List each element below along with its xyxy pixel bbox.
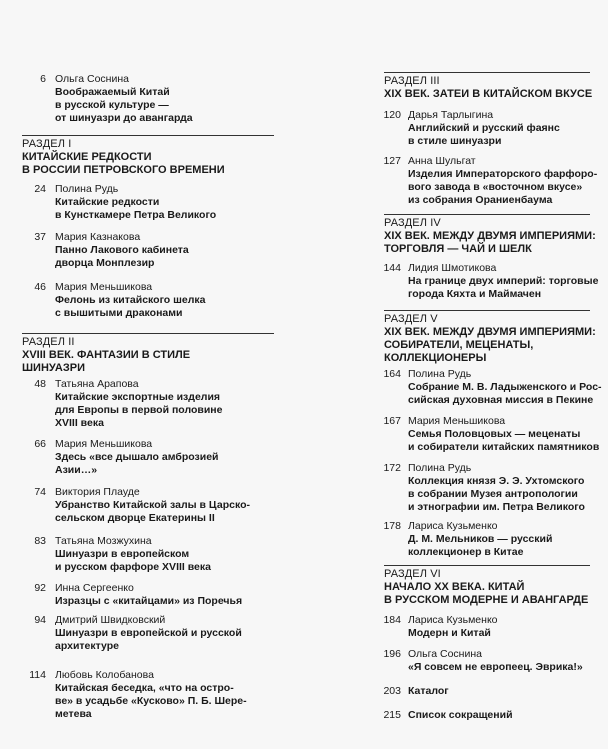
section-title-line: НАЧАЛО XX ВЕКА. КИТАЙ — [384, 581, 525, 593]
entry-author: Полина Рудь — [408, 462, 472, 474]
entry-body — [408, 262, 608, 301]
section-title-line: XIX ВЕК. МЕЖДУ ДВУМЯ ИМПЕРИЯМИ: — [384, 326, 596, 338]
entry-title-line: в русской культуре — — [55, 99, 169, 111]
entry-author: Ольга Соснина — [55, 73, 129, 85]
page-number: 66 — [34, 438, 46, 450]
page-number: 6 — [40, 73, 46, 85]
entry-body — [55, 183, 295, 222]
section-title-line: XIX ВЕК. ЗАТЕИ В КИТАЙСКОМ ВКУСЕ — [384, 88, 593, 100]
entry-body — [408, 462, 608, 514]
page-number: 215 — [383, 709, 401, 721]
entry-title-line: и русском фарфоре XVIII века — [55, 561, 211, 573]
section-heading — [384, 217, 596, 256]
entry-title-line: от шинуазри до авангарда — [55, 112, 193, 124]
entry-author: Лариса Кузьменко — [408, 614, 498, 626]
entry-title-line: коллекционер в Китае — [408, 546, 524, 558]
entry-author: Татьяна Мозжухина — [55, 535, 152, 547]
entry-body — [55, 231, 295, 270]
entry-title-line: метева — [55, 708, 92, 720]
entry-title-line: дворца Монплезир — [55, 257, 155, 269]
section-title-line: В РУССКОМ МОДЕРНЕ И АВАНГАРДЕ — [384, 594, 589, 606]
entry-author: Любовь Колобанова — [55, 669, 154, 681]
entry-body — [408, 415, 608, 454]
entry-title-line: Азии…» — [55, 464, 98, 476]
entry-author: Лидия Шмотикова — [408, 262, 497, 274]
page-number: 24 — [34, 183, 46, 195]
page-number: 196 — [383, 648, 401, 660]
entry-title-line: в Кунсткамере Петра Великого — [55, 209, 217, 221]
entry-title-line: с вышитыми драконами — [55, 307, 183, 319]
entry-author: Мария Меньшикова — [408, 415, 506, 427]
entry-title-line: Воображаемый Китай — [55, 86, 170, 98]
section-heading — [22, 336, 190, 375]
page-number: 37 — [34, 231, 46, 243]
entry-title-line: ве» в усадьбе «Кусково» П. Б. Шере- — [55, 695, 247, 707]
entry-body — [408, 155, 608, 207]
entry-body — [55, 73, 295, 125]
entry-title-line: в стиле шинуазри — [408, 135, 502, 147]
section-title-line: КИТАЙСКИЕ РЕДКОСТИ — [22, 151, 152, 163]
entry-title-line: и этнографии им. Петра Великого — [408, 501, 585, 513]
section-title-line: СОБИРАТЕЛИ, МЕЦЕНАТЫ, — [384, 339, 534, 351]
entry-title-line: Английский и русский фаянс — [408, 122, 560, 134]
entry-body — [55, 438, 295, 477]
section-heading — [22, 138, 225, 177]
section-label: РАЗДЕЛ II — [22, 336, 75, 348]
entry-title-line: Убранство Китайской залы в Царско- — [55, 499, 251, 511]
entry-title-line: Собрание М. В. Ладыженского и Рос- — [408, 381, 602, 393]
entry-body — [408, 709, 608, 722]
entry-author: Мария Меньшикова — [55, 281, 153, 293]
page-number: 144 — [383, 262, 401, 274]
section-heading — [384, 75, 592, 101]
entry-title-line: Изделия Императорского фарфоро- — [408, 168, 598, 180]
entry-body — [55, 669, 295, 721]
entry-author: Инна Сергеенко — [55, 582, 134, 594]
page-number: 178 — [383, 520, 401, 532]
page-number: 120 — [383, 109, 401, 121]
entry-title-line: Список сокращений — [408, 709, 513, 721]
entry-title-line: сийская духовная миссия в Пекине — [408, 394, 594, 406]
entry-title-line: Китайские экспортные изделия — [55, 391, 221, 403]
page-number: 74 — [34, 486, 46, 498]
entry-title-line: Китайские редкости — [55, 196, 160, 208]
section-title-line: XIX ВЕК. МЕЖДУ ДВУМЯ ИМПЕРИЯМИ: — [384, 230, 596, 242]
entry-title-line: Коллекция князя Э. Э. Ухтомского — [408, 475, 585, 487]
page-number: 114 — [29, 669, 46, 681]
section-divider — [384, 565, 590, 566]
page-number: 127 — [383, 155, 401, 167]
entry-author: Полина Рудь — [408, 368, 472, 380]
entry-title-line: Панно Лакового кабинета — [55, 244, 189, 256]
entry-title-line: Семья Половцовых — меценаты — [408, 428, 581, 440]
section-label: РАЗДЕЛ III — [384, 75, 440, 87]
entry-title-line: «Я совсем не европеец. Эврика!» — [408, 661, 583, 673]
entry-body — [408, 368, 608, 407]
entry-title-line: Изразцы с «китайцами» из Поречья — [55, 595, 243, 607]
page-number: 94 — [34, 614, 46, 626]
entry-title-line: Китайская беседка, «что на остро- — [55, 682, 234, 694]
entry-author: Мария Меньшикова — [55, 438, 153, 450]
page-number: 184 — [383, 614, 401, 626]
entry-body — [55, 486, 295, 525]
entry-title-line: Д. М. Мельников — русский — [408, 533, 553, 545]
entry-author: Дарья Тарлыгина — [408, 109, 494, 121]
entry-body — [408, 109, 608, 148]
section-label: РАЗДЕЛ VI — [384, 568, 441, 580]
entry-author: Полина Рудь — [55, 183, 119, 195]
entry-body — [55, 378, 295, 430]
entry-body — [55, 582, 295, 608]
entry-body — [408, 614, 608, 640]
page-number: 203 — [383, 685, 401, 697]
entry-title-line: и собиратели китайских памятников — [408, 441, 600, 453]
section-divider — [22, 135, 274, 136]
entry-title-line: XVIII века — [55, 417, 104, 429]
section-heading — [384, 568, 588, 607]
entry-author: Лариса Кузьменко — [408, 520, 498, 532]
entry-title-line: архитектуре — [55, 640, 120, 652]
page-number: 167 — [383, 415, 401, 427]
section-divider — [384, 72, 590, 73]
entry-title-line: Фелонь из китайского шелка — [55, 294, 206, 306]
entry-author: Дмитрий Швидковский — [55, 614, 166, 626]
entry-author: Виктория Плауде — [55, 486, 140, 498]
page-number: 83 — [34, 535, 46, 547]
page-number: 92 — [34, 582, 46, 594]
section-heading — [384, 313, 596, 365]
entry-title-line: для Европы в первой половине — [55, 404, 223, 416]
entry-title-line: На границе двух империй: торговые — [408, 275, 599, 287]
entry-title-line: Шинуазри в европейском — [55, 548, 190, 560]
entry-title-line: Модерн и Китай — [408, 627, 491, 639]
section-label: РАЗДЕЛ V — [384, 313, 438, 325]
page-number: 46 — [34, 281, 46, 293]
section-title-line: КОЛЛЕКЦИОНЕРЫ — [384, 352, 487, 364]
section-label: РАЗДЕЛ IV — [384, 217, 441, 229]
entry-title-line: Шинуазри в европейской и русской — [55, 627, 242, 639]
entry-title-line: Здесь «все дышало амброзией — [55, 451, 219, 463]
entry-title-line: из собрания Ораниенбаума — [408, 194, 553, 206]
entry-body — [55, 281, 295, 320]
entry-body — [408, 520, 608, 559]
section-title-line: XVIII ВЕК. ФАНТАЗИИ В СТИЛЕ — [22, 349, 191, 361]
entry-body — [408, 648, 608, 674]
entry-body — [408, 685, 608, 698]
section-divider — [384, 310, 590, 311]
section-title-line: ТОРГОВЛЯ — ЧАЙ И ШЕЛК — [384, 243, 532, 255]
entry-body — [55, 535, 295, 574]
section-title-line: ШИНУАЗРИ — [22, 362, 85, 374]
entry-title-line: Каталог — [408, 685, 449, 697]
entry-author: Ольга Соснина — [408, 648, 482, 660]
page-number: 164 — [383, 368, 401, 380]
entry-title-line: сельском дворце Екатерины II — [55, 512, 215, 524]
section-label: РАЗДЕЛ I — [22, 138, 72, 150]
entry-title-line: в собрании Музея антропологии — [408, 488, 578, 500]
entry-body — [55, 614, 295, 653]
page-number: 172 — [383, 462, 401, 474]
entry-author: Татьяна Арапова — [55, 378, 139, 390]
section-divider — [22, 333, 274, 334]
page-number: 48 — [34, 378, 46, 390]
entry-author: Анна Шульгат — [408, 155, 476, 167]
entry-author: Мария Казнакова — [55, 231, 141, 243]
entry-title-line: вого завода в «восточном вкусе» — [408, 181, 583, 193]
section-divider — [384, 214, 590, 215]
section-title-line: В РОССИИ ПЕТРОВСКОГО ВРЕМЕНИ — [22, 164, 225, 176]
entry-title-line: города Кяхта и Маймачен — [408, 288, 542, 300]
